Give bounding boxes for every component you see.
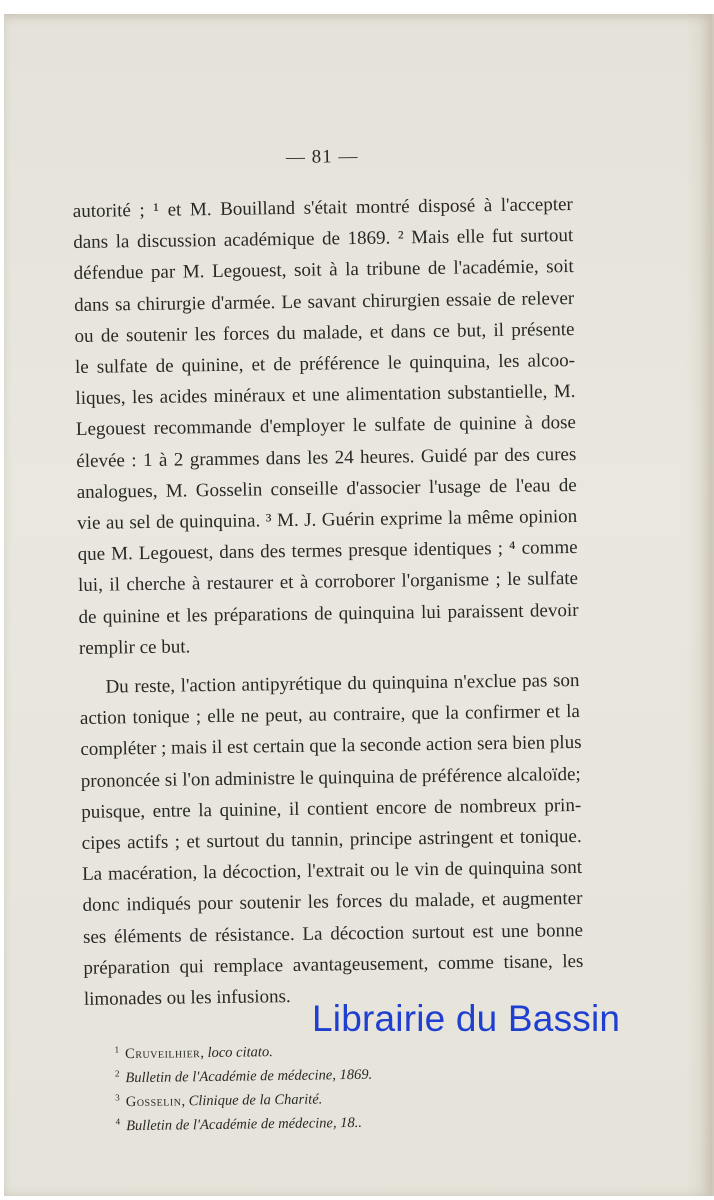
text-line: compléter ; mais il est certain que la seconde action sera bien plus	[80, 732, 582, 761]
paper-edge	[686, 14, 712, 1196]
text-line: remplir ce but.	[78, 636, 191, 659]
footnote: $^3$ Gosselin, Clinique de la Charité.	[115, 1091, 323, 1111]
footnote-mark: 2	[114, 1068, 120, 1079]
footnote-text: loco citato.	[207, 1044, 273, 1062]
footnote-text: Bulletin de l'Académie de médecine, 18..	[126, 1114, 363, 1134]
text-line: élevée : 1 à 2 grammes dans les 24 heures. Guidé par des cures	[76, 443, 577, 472]
page-content	[72, 143, 586, 1136]
text-line: défendue par M. Legouest, soit à la tribune de l'académie, soit	[73, 256, 574, 285]
text-line: lui, il cherche à restaurer et à corroborer l'organisme ; le sulfate	[77, 568, 579, 597]
text-line: ou de soutenir les forces du malade, et dans ce but, il présente	[74, 318, 575, 347]
footnote-mark: 4	[115, 1116, 121, 1127]
text-line: liques, les acides minéraux et une alimentation substantielle, M.	[75, 381, 576, 410]
text-line: dans la discussion académique de 1869. ² Mais elle fut surtout	[73, 225, 574, 254]
paragraph-1	[73, 189, 579, 664]
footnote: $^1$ Cruveilhier, loco citato.	[114, 1044, 273, 1063]
text-line: ses éléments de résistance. La décoction surtout est une bonne	[82, 919, 584, 948]
footnote-text: Bulletin de l'Académie de médecine, 1869.	[125, 1066, 373, 1087]
text-line: Du reste, l'action antipyrétique du quinquina n'exclue pas son	[105, 670, 580, 698]
watermark: Librairie du Bassin	[312, 998, 621, 1039]
text-line: prononcée si l'on administre le quinquina de préférence alcaloïde;	[80, 763, 581, 792]
text-line: Legouest recommande d'employer le sulfate de quinine à dose	[75, 412, 577, 441]
text-line: vie au sel de quinquina. ³ M. J. Guérin exprime la même opinion	[77, 506, 578, 534]
text-line: autorité ; ¹ et M. Bouilland s'était montré disposé à l'accepter	[72, 194, 573, 222]
footnote-mark: 3	[115, 1092, 120, 1103]
footnote-mark: 1	[114, 1044, 120, 1055]
footnote-text: Clinique de la Charité.	[188, 1091, 323, 1110]
page-number: — 81 —	[285, 146, 359, 169]
text-line: préparation qui remplace avantageusement, comme tisane, les	[83, 950, 584, 979]
text-line: le sulfate de quinine, et de préférence le quinquina, les alcoo-	[74, 350, 576, 378]
text-line: action tonique ; elle ne peut, au contraire, que la confirmer et la	[79, 701, 581, 730]
text-line: que M. Legouest, dans des termes presque identiques ; ⁴ comme	[77, 537, 578, 566]
paragraph-2	[79, 665, 584, 1015]
text-line: puisque, entre la quinine, il contient encore de nombreux prin-	[81, 794, 582, 823]
text-line: La macération, la décoction, l'extrait ou le vin de quinquina sont	[81, 857, 583, 886]
text-line: analogues, M. Gosselin conseille d'associer l'usage de l'eau de	[76, 474, 577, 503]
footnotes	[84, 1034, 585, 1136]
text-line: de quinine et les préparations de quinquina lui paraissent devoir	[78, 599, 579, 628]
text-line: dans sa chirurgie d'armée. Le savant chirurgien essaie de relever	[74, 287, 575, 316]
footnote-author: Cruveilhier	[125, 1045, 201, 1063]
footnote-author: Gosselin	[125, 1093, 182, 1111]
text-line: limonades ou les infusions.	[83, 986, 291, 1010]
text-line: cipes actifs ; et surtout du tannin, principe astringent et tonique.	[81, 826, 582, 854]
text-line: donc indiqués pour soutenir les forces du malade, et augmenter	[82, 888, 583, 917]
